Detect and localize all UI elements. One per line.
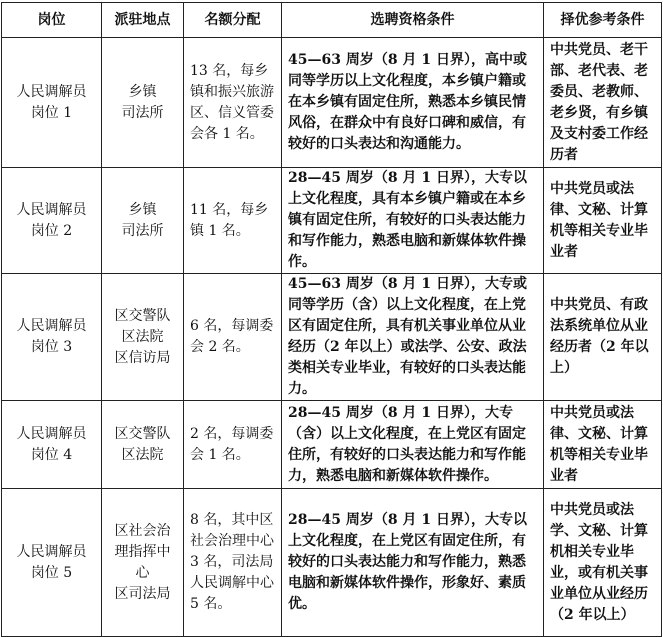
table-row [2,168,662,274]
recruitment-table [1,2,662,637]
header-quota: 名额分配 [184,3,282,38]
location-cell: 乡镇 司法所 [102,38,184,168]
table-row [2,274,662,401]
preference-cell: 中共党员、有政法系统单位从业经历者（2 年以上） [544,274,662,401]
header-position: 岗位 [2,3,102,38]
qualification-cell: 28—45 周岁（8 月 1 日界），大专以上文化程度，具有本乡镇户籍或在本乡镇有固定住所，有较好的口头表达能力和写作能力，熟悉电脑和新媒体软件操作。 [282,168,544,274]
preference-cell: 中共党员、老干部、老代表、老委员、老教师、老乡贤，有乡镇及支村委工作经历者 [544,38,662,168]
quota-cell: 6 名，每调委会 2 名。 [184,274,282,401]
position-cell: 人民调解员 岗位 2 [2,168,102,274]
location-cell: 区交警队 区法院 [102,401,184,489]
header-location: 派驻地点 [102,3,184,38]
location-cell: 乡镇 司法所 [102,168,184,274]
header-row [2,3,662,38]
quota-cell: 8 名，其中区社会治理中心 3 名，司法局人民调解中心 5 名。 [184,489,282,637]
position-cell: 人民调解员 岗位 3 [2,274,102,401]
table-row [2,38,662,168]
table-row [2,489,662,637]
quota-cell: 11 名，每乡镇 1 名。 [184,168,282,274]
qualification-cell: 28—45 周岁（8 月 1 日界），大专（含）以上文化程度，在上党区有固定住所，有较好的口头表达能力和写作能力，熟悉电脑和新媒体软件操作。 [282,401,544,489]
location-cell: 区交警队 区法院 区信访局 [102,274,184,401]
preference-cell: 中共党员或法律、文秘、计算机等相关专业毕业者 [544,168,662,274]
preference-cell: 中共党员或法律、文秘、计算机等相关专业毕业者 [544,401,662,489]
position-cell: 人民调解员 岗位 1 [2,38,102,168]
position-cell: 人民调解员 岗位 5 [2,489,102,637]
table-row [2,401,662,489]
qualification-cell: 45—63 周岁（8 月 1 日界），大专或同等学历（含）以上文化程度，在上党区有固定住所，具有机关事业单位从业经历（2 年以上）或法学、公安、政法类相关专业毕业，有较好的口头表达能力。 [282,274,544,401]
quota-cell: 2 名，每调委会 1 名。 [184,401,282,489]
quota-cell: 13 名，每乡镇和振兴旅游区、信义管委会各 1 名。 [184,38,282,168]
header-preference: 择优参考条件 [544,3,662,38]
qualification-cell: 45—63 周岁（8 月 1 日界），高中或同等学历以上文化程度，本乡镇户籍或在本乡镇有固定住所，熟悉本乡镇民情风俗，在群众中有良好口碑和威信，有较好的口头表达和沟通能力。 [282,38,544,168]
header-qualification: 选聘资格条件 [282,3,544,38]
qualification-cell: 28—45 周岁（8 月 1 日界），大专以上文化程度，在上党区有固定住所，有较好的口头表达能力和写作能力，熟悉电脑和新媒体软件操作，形象好、素质优。 [282,489,544,637]
preference-cell: 中共党员或法学、文秘、计算机相关专业毕业，或有机关事业单位从业经历（2 年以上） [544,489,662,637]
location-cell: 区社会治理指挥中心 区司法局 [102,489,184,637]
position-cell: 人民调解员 岗位 4 [2,401,102,489]
